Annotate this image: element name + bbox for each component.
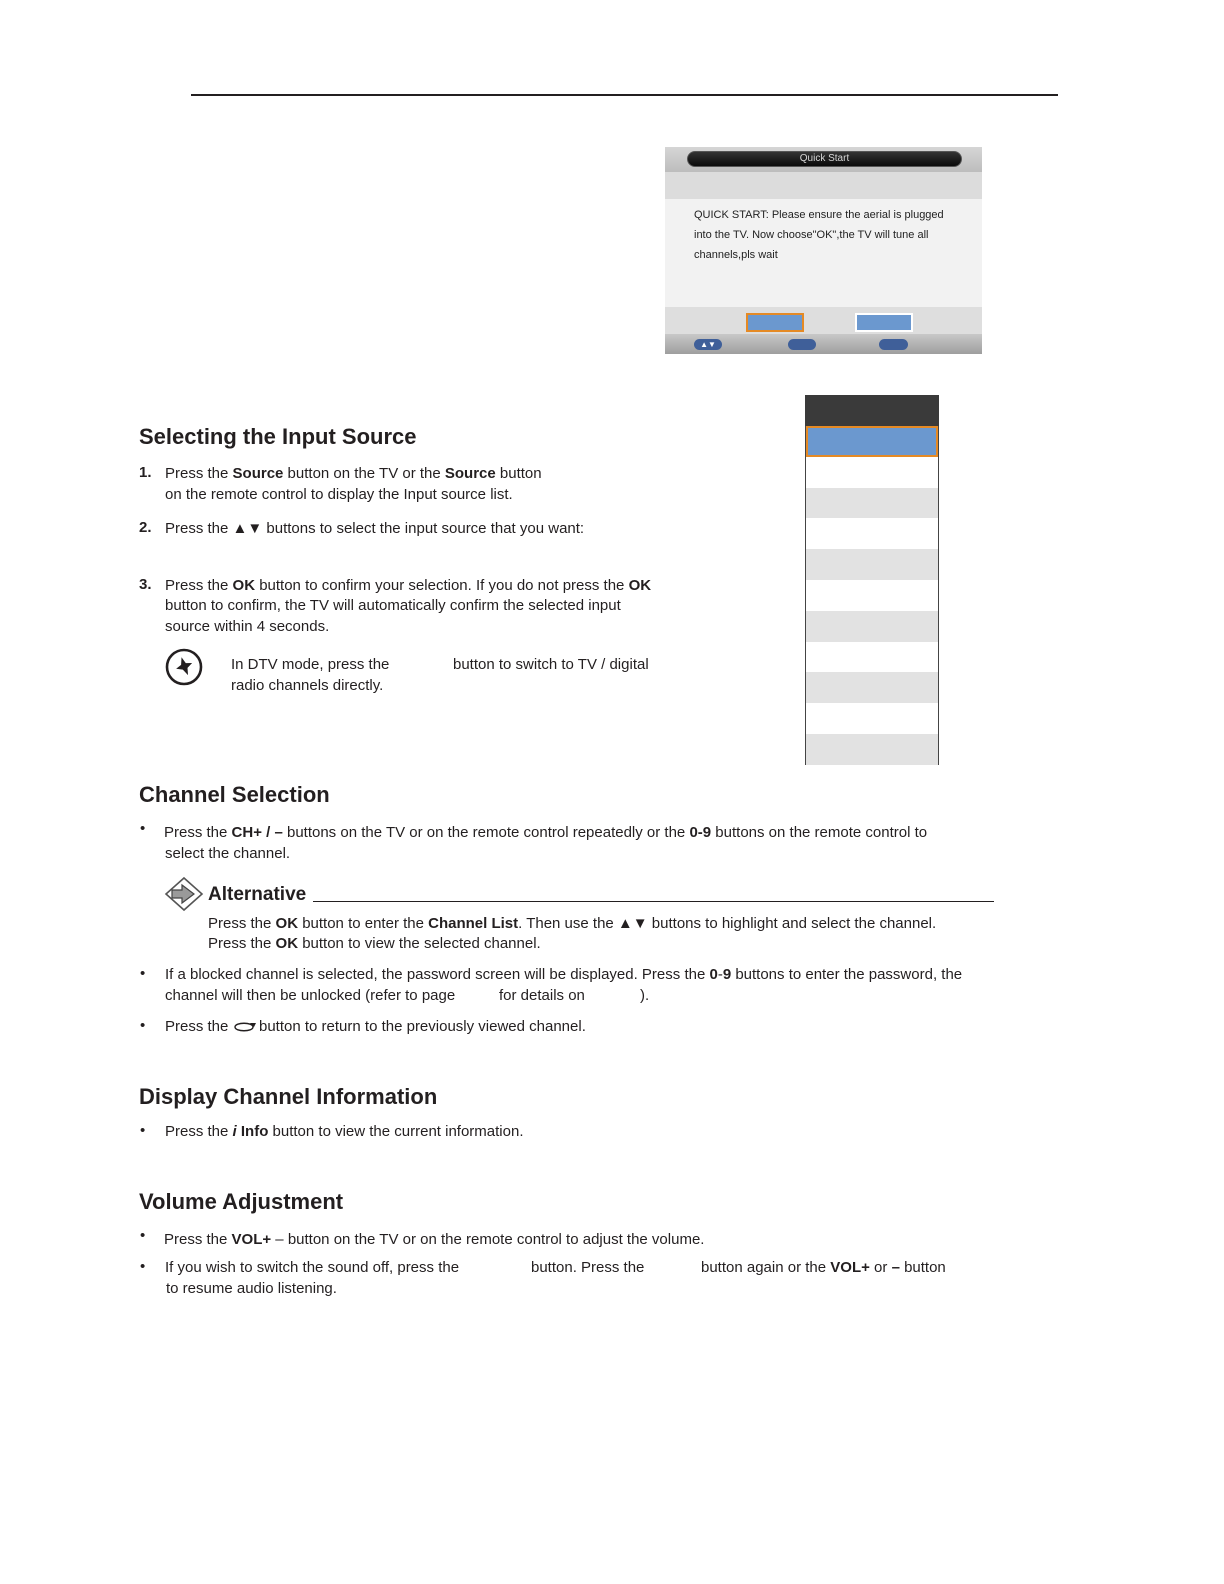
channel-bullet-2-cont: channel will then be unlocked (refer to page bbox=[165, 987, 456, 1004]
bullet: • bbox=[140, 1258, 146, 1275]
exit-key-icon bbox=[879, 339, 908, 350]
source-list-item[interactable] bbox=[806, 518, 938, 549]
navigate-key-icon: ▲▼ bbox=[694, 339, 722, 350]
note-text: In DTV mode, press the bbox=[231, 656, 390, 673]
volume-bullet-2-cont: to resume audio listening. bbox=[166, 1280, 337, 1297]
source-list-item[interactable] bbox=[806, 549, 938, 580]
bullet: • bbox=[140, 1017, 146, 1034]
source-list-item[interactable] bbox=[806, 703, 938, 734]
recall-icon bbox=[232, 1019, 256, 1035]
step-2-text: Press the ▲▼ buttons to select the input source that you want: bbox=[165, 520, 585, 537]
source-list-item[interactable] bbox=[806, 734, 938, 765]
header-rule bbox=[191, 94, 1058, 96]
quick-start-dialog bbox=[665, 147, 982, 354]
source-list-item[interactable] bbox=[806, 457, 938, 488]
channel-bullet-2-cont: for details on bbox=[499, 987, 585, 1004]
select-key-icon bbox=[788, 339, 816, 350]
info-bullet-1: Press the i Info button to view the current information. bbox=[165, 1123, 524, 1140]
dialog-message-line: into the TV. Now choose"OK",the TV will tune all bbox=[694, 229, 929, 241]
source-list-item[interactable] bbox=[806, 672, 938, 703]
section-heading-display-info: Display Channel Information bbox=[139, 1084, 438, 1109]
alternative-icon bbox=[164, 876, 206, 912]
bullet: • bbox=[140, 1227, 146, 1244]
source-list-item[interactable] bbox=[806, 426, 938, 457]
step-1-text: Press the Source button on the TV or the Source button bbox=[165, 465, 542, 482]
step-number: 3. bbox=[139, 576, 152, 593]
step-number: 2. bbox=[139, 519, 152, 536]
source-list-item[interactable] bbox=[806, 642, 938, 673]
volume-bullet-2: button again or the VOL+ or – button bbox=[701, 1259, 946, 1276]
alternative-text: Press the OK button to enter the Channel List. Then use the ▲▼ buttons to highlight and select the channel. bbox=[208, 915, 937, 932]
step-number: 1. bbox=[139, 464, 152, 481]
input-source-list bbox=[805, 395, 939, 765]
note-text-cont: radio channels directly. bbox=[231, 677, 384, 694]
volume-bullet-2: If you wish to switch the sound off, press the bbox=[165, 1259, 460, 1276]
section-heading-channel-selection: Channel Selection bbox=[139, 782, 330, 807]
channel-bullet-3: Press the bbox=[165, 1018, 229, 1035]
ok-button[interactable] bbox=[746, 313, 804, 332]
dialog-title: Quick Start bbox=[687, 151, 962, 167]
section-heading-input-source: Selecting the Input Source bbox=[139, 424, 417, 449]
channel-bullet-1-cont: select the channel. bbox=[165, 845, 291, 862]
volume-bullet-1: Press the VOL+ – button on the TV or on the remote control to adjust the volume. bbox=[164, 1231, 705, 1248]
bullet: • bbox=[140, 965, 146, 982]
alternative-rule bbox=[313, 901, 994, 902]
dialog-message-line: channels,pls wait bbox=[694, 249, 778, 261]
step-3-text: Press the OK button to confirm your selection. If you do not press the OK bbox=[165, 577, 652, 594]
note-text: button to switch to TV / digital bbox=[453, 656, 649, 673]
source-list-header bbox=[805, 395, 939, 426]
dialog-band bbox=[665, 172, 982, 199]
channel-bullet-1: Press the CH+ / – buttons on the TV or on the remote control repeatedly or the 0-9 buttons on the remote control to bbox=[164, 824, 928, 841]
info-icon: i bbox=[232, 1123, 237, 1140]
channel-bullet-2: If a blocked channel is selected, the password screen will be displayed. Press the 0-9 buttons to enter the password, the bbox=[165, 966, 963, 983]
channel-bullet-3-cont: button to return to the previously viewed channel. bbox=[259, 1018, 586, 1035]
bullet: • bbox=[140, 1122, 146, 1139]
step-3-text-cont: button to confirm, the TV will automatically confirm the selected input bbox=[165, 597, 621, 614]
dialog-title-bar bbox=[665, 147, 982, 172]
channel-bullet-2-cont: ). bbox=[640, 987, 650, 1004]
cancel-button[interactable] bbox=[855, 313, 913, 332]
alternative-text-cont: Press the OK button to view the selected channel. bbox=[208, 935, 541, 952]
alternative-title: Alternative bbox=[208, 884, 307, 905]
source-list-rows bbox=[805, 426, 939, 765]
step-3-text-cont: source within 4 seconds. bbox=[165, 618, 330, 635]
section-heading-volume: Volume Adjustment bbox=[139, 1189, 344, 1214]
step-1-text-cont: on the remote control to display the Input source list. bbox=[165, 486, 513, 503]
bullet: • bbox=[140, 820, 146, 837]
dialog-message-line: QUICK START: Please ensure the aerial is plugged bbox=[694, 209, 944, 221]
source-list-item[interactable] bbox=[806, 611, 938, 642]
source-list-item[interactable] bbox=[806, 488, 938, 519]
dialog-button-row bbox=[665, 307, 982, 334]
volume-bullet-2: button. Press the bbox=[531, 1259, 645, 1276]
source-list-item[interactable] bbox=[806, 580, 938, 611]
dialog-message bbox=[694, 205, 976, 265]
note-pin-icon bbox=[165, 648, 203, 686]
